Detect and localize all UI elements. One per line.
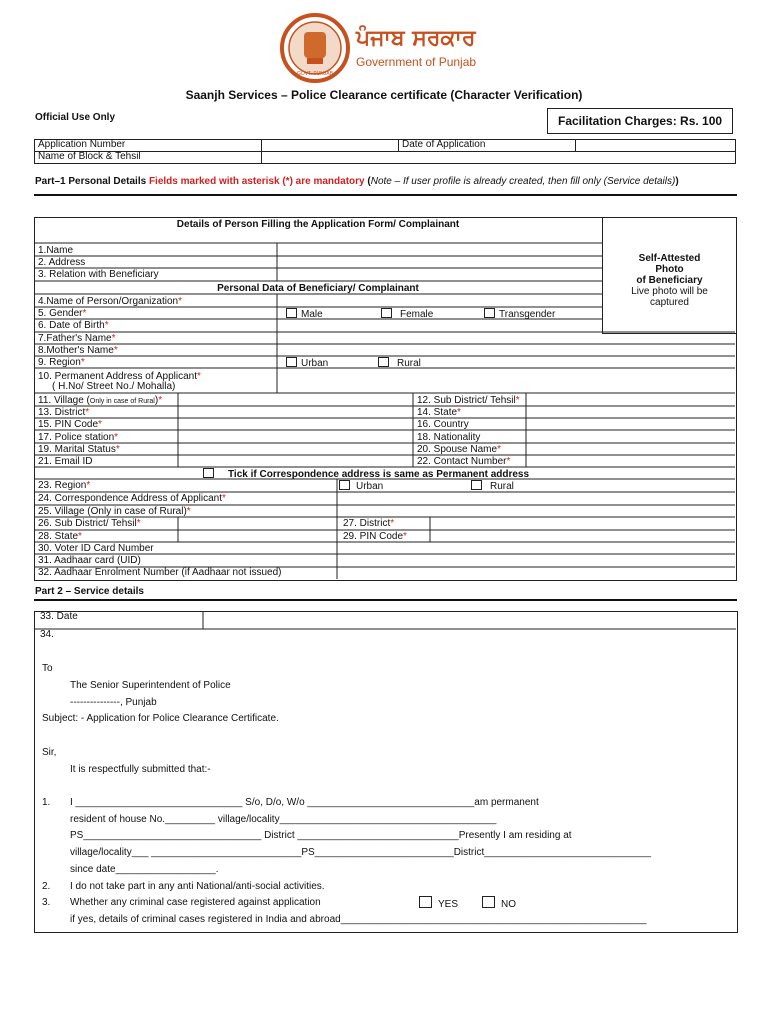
yes-checkbox[interactable] bbox=[419, 896, 432, 908]
field-18-label: 18. Nationality bbox=[417, 432, 481, 443]
letter-salutation: Sir, bbox=[42, 747, 57, 758]
field-30-label: 30. Voter ID Card Number bbox=[38, 543, 154, 554]
field-27-label: 27. District * bbox=[343, 518, 394, 529]
point-1-line-2[interactable]: resident of house No._________ village/locality_______________________________________ bbox=[70, 814, 497, 825]
point-2-number: 2. bbox=[42, 881, 51, 892]
beneficiary-header: Personal Data of Beneficiary/ Complainant bbox=[217, 283, 419, 294]
letter-addressee: The Senior Superintendent of Police bbox=[70, 680, 231, 691]
no-checkbox[interactable] bbox=[482, 896, 495, 908]
field-15-label: 15. PIN Code * bbox=[38, 419, 102, 430]
gender-female-option[interactable]: Female bbox=[381, 308, 433, 320]
block-tehsil-label: Name of Block & Tehsil bbox=[35, 152, 262, 164]
field-17-label: 17. Police station * bbox=[38, 432, 118, 443]
field-13-label: 13. District * bbox=[38, 407, 89, 418]
complainant-header: Details of Person Filling the Application Form/ Complainant bbox=[176, 219, 460, 230]
region-rural-option[interactable]: Rural bbox=[378, 357, 421, 369]
field-31-label: 31. Aadhaar card (UID) bbox=[38, 555, 141, 566]
field-16-label: 16. Country bbox=[417, 419, 469, 430]
criminal-yes-option[interactable]: YES bbox=[419, 896, 458, 910]
app-number-label: Application Number bbox=[35, 140, 262, 152]
field-32-label: 32. Aadhaar Enrolment Number (if Aadhaar not issued) bbox=[38, 567, 282, 578]
point-1-line-3[interactable]: PS________________________________ District _____________________________Presently I am residing at bbox=[70, 830, 572, 841]
gender-male-option[interactable]: Male bbox=[286, 308, 323, 320]
point-1-line-5[interactable]: since date__________________. bbox=[70, 864, 219, 875]
field-11-label: 11. Village (Only in case of Rural)* bbox=[38, 395, 163, 406]
punjabi-title: ਪੰਜਾਬ ਸਰਕਾਰ bbox=[356, 26, 476, 51]
point-2-text: I do not take part in any anti National/anti-social activities. bbox=[70, 881, 325, 892]
part1-heading: Part–1 Personal Details Fields marked with asterisk (*) are mandatory (Note – If user profile is already created, then fill only (Service details)) bbox=[35, 176, 679, 187]
field-6-label: 6. Date of Birth * bbox=[38, 320, 109, 331]
field-14-label: 14. State * bbox=[417, 407, 461, 418]
field-4-label: 4.Name of Person/Organization * bbox=[38, 296, 182, 307]
field-19-label: 19. Marital Status * bbox=[38, 444, 120, 455]
field-3-label: 3. Relation with Beneficiary bbox=[38, 269, 159, 280]
field-7-label: 7.Father's Name * bbox=[38, 333, 116, 344]
field-20-label: 20. Spouse Name * bbox=[417, 444, 501, 455]
field-10-label: 10. Permanent Address of Applicant * bbox=[38, 371, 201, 382]
gender-transgender-option[interactable]: Transgender bbox=[484, 308, 555, 320]
field-26-label: 26. Sub District/ Tehsil * bbox=[38, 518, 141, 529]
field-22-label: 22. Contact Number * bbox=[417, 456, 510, 467]
govt-label: Government of Punjab bbox=[356, 55, 477, 69]
letter-to: To bbox=[42, 663, 53, 674]
point-3-text: Whether any criminal case registered against application bbox=[70, 897, 321, 908]
part2-heading: Part 2 – Service details bbox=[35, 586, 144, 597]
point-1-number: 1. bbox=[42, 797, 51, 808]
field-8-label: 8.Mother's Name * bbox=[38, 345, 118, 356]
point-1-line-4[interactable]: village/locality___ ___________________________PS_________________________District______________________________ bbox=[70, 847, 652, 858]
region-urban-option[interactable]: Urban bbox=[286, 357, 328, 369]
point-1-line-1[interactable]: I ______________________________ S/o, D/o, W/o ______________________________am permanent bbox=[70, 797, 539, 808]
field-24-label: 24. Correspondence Address of Applicant * bbox=[38, 493, 226, 504]
field-2-label: 2. Address bbox=[38, 257, 86, 268]
field-34-label: 34. bbox=[40, 629, 54, 640]
point-3-details[interactable]: if yes, details of criminal cases registered in India and abroad_______________________________________________________ bbox=[70, 914, 647, 925]
form-title: Saanjh Services – Police Clearance certificate (Character Verification) bbox=[185, 88, 583, 102]
field-1-label: 1.Name bbox=[38, 245, 74, 256]
field-25-label: 25. Village (Only in case of Rural) * bbox=[38, 506, 191, 517]
date-of-application-label: Date of Application bbox=[399, 140, 576, 152]
field-33-label: 33. Date bbox=[40, 611, 78, 622]
field-10-sub-label: ( H.No/ Street No./ Mohalla) bbox=[52, 381, 176, 392]
fee-text: Facilitation Charges: Rs. 100 bbox=[558, 114, 723, 128]
criminal-no-option[interactable]: NO bbox=[482, 896, 516, 910]
svg-text:GOVT. PUNJAB: GOVT. PUNJAB bbox=[296, 71, 334, 77]
field-28-label: 28. State * bbox=[38, 531, 82, 542]
letter-intro: It is respectfully submitted that:- bbox=[70, 764, 211, 775]
field-5-label: 5. Gender * bbox=[38, 308, 86, 319]
field-9-label: 9. Region * bbox=[38, 357, 85, 368]
letter-subject: Subject: - Application for Police Clearance Certificate. bbox=[42, 713, 279, 724]
photo-box[interactable]: Self-Attested Photo of Beneficiary Live photo will be captured bbox=[602, 217, 737, 334]
official-use-label: Official Use Only bbox=[35, 112, 116, 123]
point-3-number: 3. bbox=[42, 897, 51, 908]
field-21-label: 21. Email ID bbox=[38, 456, 93, 467]
corr-rural-option[interactable]: Rural bbox=[471, 480, 514, 492]
field-12-label: 12. Sub District/ Tehsil * bbox=[417, 395, 520, 406]
field-23-label: 23. Region * bbox=[38, 480, 90, 491]
field-29-label: 29. PIN Code * bbox=[343, 531, 407, 542]
same-address-option[interactable]: Tick if Correspondence address is same as Permanent address bbox=[203, 468, 529, 480]
corr-urban-option[interactable]: Urban bbox=[339, 480, 383, 492]
letter-address-line: ---------------, Punjab bbox=[70, 697, 157, 708]
